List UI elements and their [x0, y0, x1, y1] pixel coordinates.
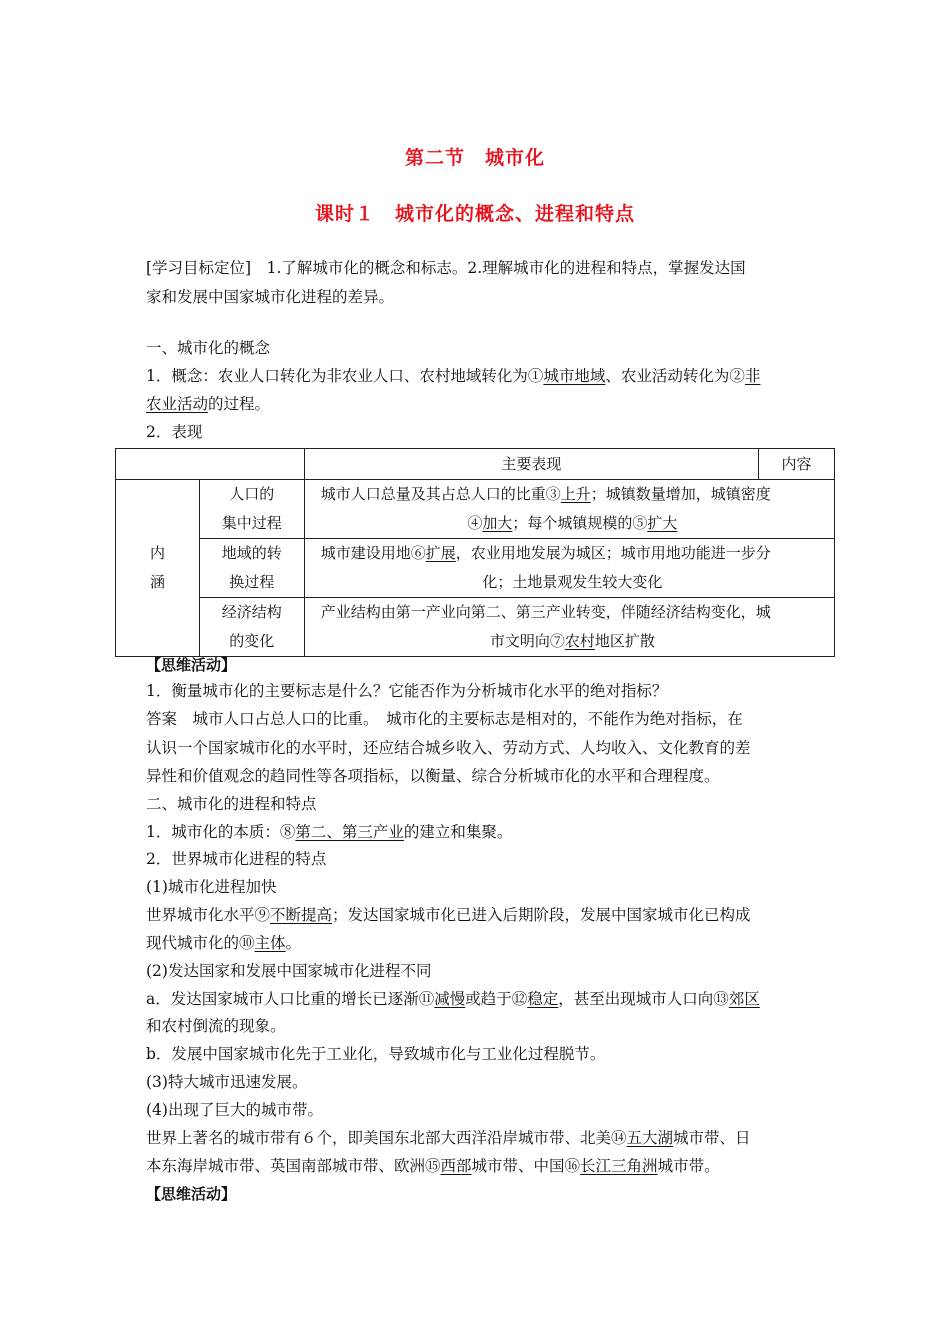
text: ；发达国家城市化已进入后期阶段，发展中国家城市化已构成 — [332, 906, 751, 924]
table-row — [116, 480, 835, 539]
row-name — [199, 539, 304, 598]
concept-line2 — [146, 391, 816, 418]
text: 城市带、日 — [673, 1129, 751, 1147]
text: 市文明向⑦ — [489, 632, 565, 650]
concept-text-a: 1．概念：农业人口转化为非农业人口、农村地域转化为① — [146, 367, 544, 385]
text: 城市人口总量及其占总人口的比重③ — [320, 485, 561, 503]
text: 。 — [285, 934, 302, 952]
text: 1．城市化的本质：⑧ — [146, 823, 296, 841]
row-content-line2 — [321, 568, 824, 597]
think-answer-line3: 异性和价值观念的趋同性等各项指标，以衡量、综合分析城市化的水平和合理程度。 — [146, 767, 720, 785]
belt-line2 — [146, 1153, 816, 1180]
left-label-1: 内 — [149, 544, 165, 562]
answer-3: 上升 — [560, 485, 591, 503]
row-name — [199, 480, 304, 539]
think-activity-heading-2: 【思维活动】 — [146, 1185, 237, 1203]
point-1-text-line2 — [146, 930, 816, 957]
answer-7: 农村 — [564, 632, 595, 650]
row-name-line1: 地域的转 — [221, 544, 282, 562]
essence-line — [146, 819, 816, 846]
think-answer-line1: 答案 城市人口占总人口的比重。 城市化的主要标志是相对的，不能作为绝对指标，在 — [146, 710, 743, 728]
text: 的建立和集聚。 — [403, 823, 513, 841]
belt-line1 — [146, 1125, 816, 1152]
point-4: (4)出现了巨大的城市带。 — [146, 1101, 323, 1119]
point-2a-line1 — [146, 986, 816, 1013]
part1-heading: 一、城市化的概念 — [146, 339, 271, 357]
table-row — [116, 539, 835, 598]
world-heading: 2．世界城市化进程的特点 — [146, 850, 327, 868]
answer-13: 郊区 — [728, 990, 760, 1008]
learning-goals-line2: 家和发展中国家城市化进程的差异。 — [146, 288, 395, 306]
text: 或趋于⑫ — [465, 990, 528, 1008]
text: 城市带、中国⑯ — [471, 1157, 581, 1175]
point-3: (3)特大城市迅速发展。 — [146, 1073, 308, 1091]
lesson-title: 课时１ 城市化的概念、进程和特点 — [314, 203, 635, 225]
text: 城市建设用地⑥ — [320, 544, 426, 562]
row-name-line1: 人口的 — [229, 485, 275, 503]
answer-12: 稳定 — [527, 990, 559, 1008]
row-name — [199, 598, 304, 657]
answer-14: 五大湖 — [626, 1129, 674, 1147]
row-name-line2: 的变化 — [229, 632, 275, 650]
text: 世界城市化水平⑨ — [146, 906, 271, 924]
point-1: (1)城市化进程加快 — [146, 878, 277, 896]
think-activity-heading-1: 【思维活动】 — [146, 656, 237, 674]
answer-11: 减慢 — [434, 990, 466, 1008]
text: 本东海岸城市带、英国南部城市带、欧洲⑮ — [146, 1157, 441, 1175]
row-content — [304, 598, 834, 657]
row-content — [304, 539, 834, 598]
answer-4: 加大 — [482, 514, 513, 532]
point-2a-line2: 和农村倒流的现象。 — [146, 1017, 286, 1035]
answer-6: 扩展 — [425, 544, 456, 562]
text: ；每个城镇规模的⑤ — [512, 514, 648, 532]
text: ④ — [467, 514, 483, 532]
point-2b: b．发展中国家城市化先于工业化，导致城市化与工业化过程脱节。 — [146, 1045, 606, 1063]
table-header-content: 内容 — [759, 449, 835, 480]
section-title: 第二节 城市化 — [404, 147, 545, 169]
row-content-line1 — [321, 598, 824, 627]
table-left-label — [116, 480, 200, 657]
table-row — [116, 598, 835, 657]
concept-text-b: 、农业活动转化为② — [605, 367, 745, 385]
left-label-2: 涵 — [149, 573, 165, 591]
think-question: 1．衡量城市化的主要标志是什么？它能否作为分析城市化水平的绝对指标？ — [146, 682, 668, 700]
text: ，农业用地发展为城区；城市用地功能进一步分 — [455, 544, 771, 562]
table-header-main: 主要表现 — [304, 449, 758, 480]
table-header-row — [116, 449, 835, 480]
point-2: (2)发达国家和发展中国家城市化进程不同 — [146, 962, 432, 980]
answer-16: 长江三角洲 — [580, 1157, 658, 1175]
row-name-line1: 经济结构 — [221, 603, 282, 621]
answer-5: 扩大 — [647, 514, 678, 532]
concept-line1 — [146, 363, 816, 390]
row-content — [304, 480, 834, 539]
answer-2-part-a: 非 — [744, 367, 761, 385]
part2-heading: 二、城市化的进程和特点 — [146, 795, 317, 813]
answer-2-part-b: 农业活动 — [146, 395, 209, 413]
row-name-line2: 集中过程 — [221, 514, 282, 532]
row-content-line2 — [321, 509, 824, 538]
learning-goals-line1: [学习目标定位] 1.了解城市化的概念和标志。2.理解城市化的进程和特点，掌握发达国 — [146, 259, 746, 277]
text: ，甚至出现城市人口向⑬ — [558, 990, 729, 1008]
table-header-empty — [116, 449, 305, 480]
text: a．发达国家城市人口比重的增长已逐渐⑪ — [146, 990, 435, 1008]
text: 世界上著名的城市带有６个，即美国东北部大西洋沿岸城市带、北美⑭ — [146, 1129, 627, 1147]
think-answer-line2: 认识一个国家城市化的水平时，还应结合城乡收入、劳动方式、人均收入、文化教育的差 — [146, 739, 751, 757]
text: ；城镇数量增加，城镇密度 — [590, 485, 771, 503]
row-name-line2: 换过程 — [229, 573, 275, 591]
answer-8: 第二、第三产业 — [295, 823, 404, 841]
text: 化；土地景观发生较大变化 — [482, 573, 663, 591]
point-1-text-line1 — [146, 902, 816, 929]
manifestation-table — [115, 448, 835, 657]
answer-9: 不断提高 — [270, 906, 333, 924]
concept-text-c: 的过程。 — [208, 395, 271, 413]
answer-15: 西部 — [440, 1157, 472, 1175]
text: 地区扩散 — [594, 632, 655, 650]
answer-1: 城市地域 — [543, 367, 606, 385]
text: 城市带。 — [657, 1157, 720, 1175]
text: 现代城市化的⑩ — [146, 934, 255, 952]
row-content-line1 — [321, 539, 824, 568]
show-heading: 2．表现 — [146, 423, 203, 441]
row-content-line1 — [321, 480, 824, 509]
text: 产业结构由第一产业向第二、第三产业转变，伴随经济结构变化，城 — [320, 603, 771, 621]
answer-10: 主体 — [254, 934, 286, 952]
